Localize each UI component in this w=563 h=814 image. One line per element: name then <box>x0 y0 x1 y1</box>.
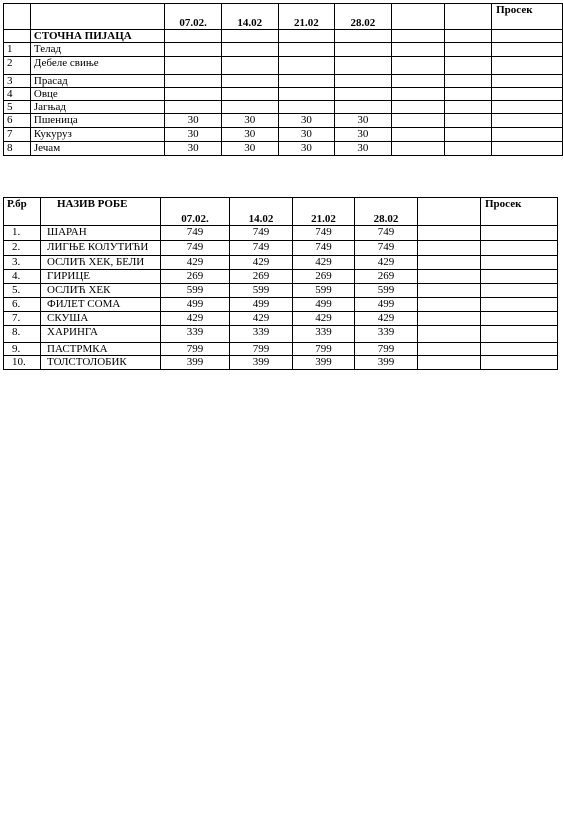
average-cell <box>492 57 563 75</box>
price-cell <box>278 43 335 57</box>
livestock-market-table <box>3 3 563 156</box>
price-cell: 749 <box>230 226 293 241</box>
price-cell: 429 <box>293 312 355 326</box>
price-cell: 429 <box>161 256 230 270</box>
price-cell: 749 <box>293 241 355 256</box>
price-cell: 30 <box>335 114 392 128</box>
price-cell <box>165 57 222 75</box>
price-cell <box>335 43 392 57</box>
table1-date-header-row <box>4 4 563 30</box>
table-row <box>4 114 563 128</box>
price-cell <box>165 88 222 101</box>
table-row <box>4 284 558 298</box>
price-cell: 339 <box>230 326 293 343</box>
price-cell <box>278 57 335 75</box>
item-name: Телад <box>30 43 164 57</box>
table-row <box>4 326 558 343</box>
row-number: 3 <box>4 75 31 88</box>
row-number: 8. <box>4 326 41 343</box>
price-cell: 30 <box>335 142 392 156</box>
average-cell <box>492 142 563 156</box>
goods-name: ЛИГЊЕ КОЛУТИЋИ <box>41 241 161 256</box>
price-cell <box>222 101 279 114</box>
price-cell: 399 <box>161 356 230 370</box>
table-row <box>4 343 558 356</box>
price-cell: 269 <box>230 270 293 284</box>
table-row <box>4 312 558 326</box>
table-row <box>4 88 563 101</box>
section-title: СТОЧНА ПИЈАЦА <box>30 30 164 43</box>
table2-date-header: 14.02 <box>230 198 293 226</box>
price-cell: 799 <box>293 343 355 356</box>
goods-name: ПАСТРМКА <box>41 343 161 356</box>
average-cell <box>481 326 558 343</box>
price-cell <box>335 88 392 101</box>
price-cell: 429 <box>230 312 293 326</box>
average-cell <box>481 312 558 326</box>
table1-date-header: 28.02 <box>335 4 392 30</box>
table-row <box>4 43 563 57</box>
price-cell: 30 <box>335 128 392 142</box>
price-cell: 429 <box>355 256 418 270</box>
price-cell: 339 <box>293 326 355 343</box>
table1-average-header: Просек <box>492 4 563 30</box>
price-cell: 749 <box>355 241 418 256</box>
table-row <box>4 356 558 370</box>
price-cell: 399 <box>355 356 418 370</box>
price-cell <box>335 57 392 75</box>
table-row <box>4 256 558 270</box>
goods-name: ТОЛСТОЛОБИК <box>41 356 161 370</box>
price-cell <box>222 43 279 57</box>
average-cell <box>481 343 558 356</box>
item-name: Кукуруз <box>30 128 164 142</box>
average-cell <box>492 43 563 57</box>
price-cell <box>222 88 279 101</box>
item-name: Дебеле свиње <box>30 57 164 75</box>
price-cell: 749 <box>230 241 293 256</box>
goods-name: СКУША <box>41 312 161 326</box>
average-cell <box>481 298 558 312</box>
table1-date-header: 21.02 <box>278 4 335 30</box>
price-cell: 399 <box>230 356 293 370</box>
row-number: 2 <box>4 57 31 75</box>
item-name: Јечам <box>30 142 164 156</box>
price-cell <box>165 43 222 57</box>
item-name: Овце <box>30 88 164 101</box>
average-cell <box>481 226 558 241</box>
goods-name: ОСЛИЋ ХЕК <box>41 284 161 298</box>
price-cell: 429 <box>161 312 230 326</box>
table1-section-title-row <box>4 30 563 43</box>
table-row <box>4 57 563 75</box>
row-number-header: Р.бр <box>4 198 41 226</box>
price-cell: 749 <box>161 241 230 256</box>
price-cell: 749 <box>293 226 355 241</box>
price-cell: 30 <box>278 142 335 156</box>
price-cell: 30 <box>165 128 222 142</box>
price-cell: 499 <box>161 298 230 312</box>
price-cell <box>165 75 222 88</box>
row-number: 7 <box>4 128 31 142</box>
price-cell: 30 <box>222 114 279 128</box>
row-number: 5 <box>4 101 31 114</box>
row-number: 6 <box>4 114 31 128</box>
table2-header-row <box>4 198 558 226</box>
goods-name: ФИЛЕТ СОМА <box>41 298 161 312</box>
table-row <box>4 128 563 142</box>
price-cell: 339 <box>355 326 418 343</box>
table1-date-header: 14.02 <box>222 4 279 30</box>
price-cell: 799 <box>161 343 230 356</box>
table-row <box>4 241 558 256</box>
price-cell: 499 <box>355 298 418 312</box>
table2-date-header: 28.02 <box>355 198 418 226</box>
row-number: 6. <box>4 298 41 312</box>
goods-name: ГИРИЦЕ <box>41 270 161 284</box>
price-cell <box>165 101 222 114</box>
row-number: 1 <box>4 43 31 57</box>
table-row <box>4 75 563 88</box>
row-number: 4. <box>4 270 41 284</box>
price-cell: 30 <box>165 142 222 156</box>
row-number: 10. <box>4 356 41 370</box>
row-number: 9. <box>4 343 41 356</box>
price-cell: 269 <box>355 270 418 284</box>
goods-name-header: НАЗИВ РОБЕ <box>41 198 161 226</box>
price-cell: 30 <box>222 142 279 156</box>
row-number: 5. <box>4 284 41 298</box>
price-cell: 599 <box>293 284 355 298</box>
price-cell: 30 <box>278 114 335 128</box>
goods-price-table <box>3 197 558 370</box>
price-cell: 30 <box>278 128 335 142</box>
goods-name: ШАРАН <box>41 226 161 241</box>
item-name: Прасад <box>30 75 164 88</box>
row-number: 4 <box>4 88 31 101</box>
table2-average-header: Просек <box>481 198 558 226</box>
row-number: 8 <box>4 142 31 156</box>
table2-date-header: 07.02. <box>161 198 230 226</box>
price-cell: 599 <box>230 284 293 298</box>
price-cell <box>278 101 335 114</box>
goods-name: ХАРИНГА <box>41 326 161 343</box>
price-cell <box>278 88 335 101</box>
price-cell: 499 <box>230 298 293 312</box>
price-cell <box>278 75 335 88</box>
price-cell: 269 <box>161 270 230 284</box>
average-cell <box>492 88 563 101</box>
row-number: 2. <box>4 241 41 256</box>
price-cell: 799 <box>230 343 293 356</box>
average-cell <box>481 356 558 370</box>
average-cell <box>481 284 558 298</box>
price-cell: 749 <box>161 226 230 241</box>
price-cell: 30 <box>165 114 222 128</box>
price-cell: 749 <box>355 226 418 241</box>
price-cell: 799 <box>355 343 418 356</box>
average-cell <box>492 114 563 128</box>
price-cell: 499 <box>293 298 355 312</box>
table1-date-header: 07.02. <box>165 4 222 30</box>
item-name: Јагњад <box>30 101 164 114</box>
price-cell: 399 <box>293 356 355 370</box>
average-cell <box>481 270 558 284</box>
price-cell: 429 <box>293 256 355 270</box>
average-cell <box>481 256 558 270</box>
price-cell: 429 <box>230 256 293 270</box>
item-name: Пшеница <box>30 114 164 128</box>
table2-date-header: 21.02 <box>293 198 355 226</box>
row-number: 3. <box>4 256 41 270</box>
price-cell: 599 <box>355 284 418 298</box>
goods-name: ОСЛИЋ ХЕК, БЕЛИ <box>41 256 161 270</box>
average-cell <box>481 241 558 256</box>
price-cell <box>335 75 392 88</box>
table-row <box>4 270 558 284</box>
table-row <box>4 298 558 312</box>
price-cell <box>335 101 392 114</box>
average-cell <box>492 101 563 114</box>
price-cell: 599 <box>161 284 230 298</box>
price-cell: 339 <box>161 326 230 343</box>
average-cell <box>492 75 563 88</box>
price-cell: 30 <box>222 128 279 142</box>
row-number: 7. <box>4 312 41 326</box>
price-cell <box>222 57 279 75</box>
price-cell: 269 <box>293 270 355 284</box>
table-row <box>4 142 563 156</box>
row-number: 1. <box>4 226 41 241</box>
average-cell <box>492 128 563 142</box>
table-row <box>4 101 563 114</box>
table-row <box>4 226 558 241</box>
price-cell <box>222 75 279 88</box>
price-cell: 429 <box>355 312 418 326</box>
